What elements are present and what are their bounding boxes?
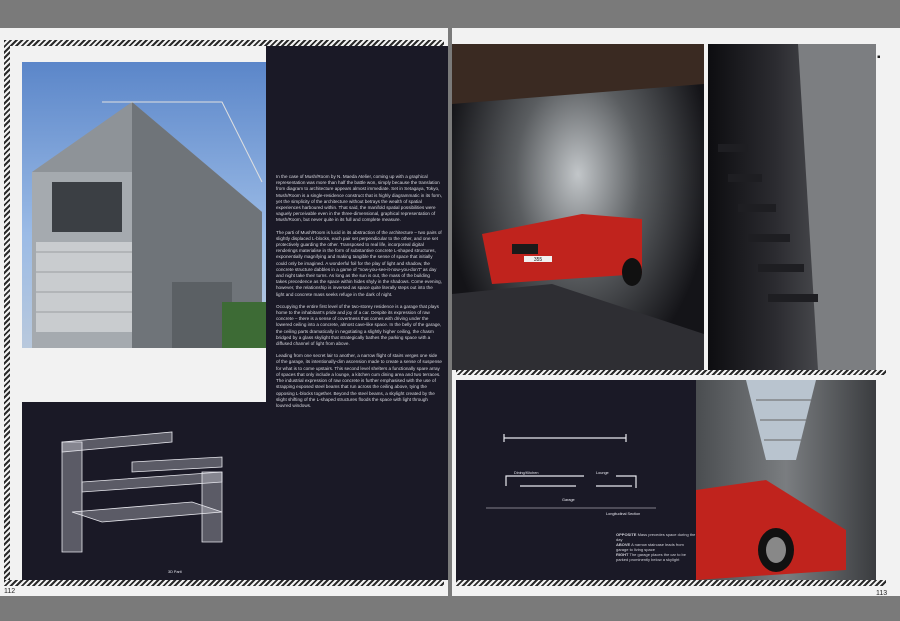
article-body xyxy=(276,174,442,415)
caption-line: RIGHT The garage places the car to be parked prominently below a skylight xyxy=(616,552,686,562)
skylight-photo xyxy=(696,380,876,580)
hatch-border xyxy=(456,580,886,586)
parti-diagram xyxy=(22,402,266,580)
label-section: Longitudinal Section xyxy=(606,512,641,516)
hatch-border xyxy=(4,40,10,586)
skylight-illustration xyxy=(696,380,876,580)
building-illustration xyxy=(22,62,266,348)
diagram-label: 3D Parti xyxy=(168,570,182,574)
paragraph: Occupying the entire first level of the two-storey residence is a garage that plays home to the inhabitant's pride and joy of a car. Despite its expression of raw concrete – there is a sense of covertness that comes with driving under the lowered ceiling into a concrete, almost cave-like space. In the belly of the garage, the ceiling parts dramatically in negotiating a slightly higher ceiling, the chasm bridged by a glass skylight that strategically bathes the parking space with a diffused channel of light from above. xyxy=(276,303,442,347)
garage-illustration xyxy=(452,44,704,370)
left-page xyxy=(0,28,448,596)
caption-line: ABOVE A narrow staircase leads from garage to living space xyxy=(616,542,684,552)
page-number: 112 xyxy=(4,588,16,595)
section-panel xyxy=(456,380,696,580)
label-garage: Garage xyxy=(562,498,575,502)
label-dining-kitchen: Dining/Kitchen xyxy=(514,471,539,475)
garage-photo xyxy=(452,44,704,370)
paragraph: The parti of Mush/Room is lucid in its abstraction of the architecture – two pairs of slightly displaced L-blocks, each pair set perpendicular to the other, and one set protectively guarding the other. Transposed to real life, incorporeal digital renderings materialise in the form of substantive concrete L-shaped structures, exponentially magnifying and making tangible the sense of space that initially could only be imagined. A wonderful foil for the play of light and shadow, the concrete structure dabbles in a game of "now-you-see-it-now-you-don't" as day and night take their turns. As long as the sun is out, the mass of the building takes precedence as the space within hides shyly in the shadows. Come evening, however, the relationship is inversed as space quite literally steps out into the light and concrete mass seeks refuge in the dark of night. xyxy=(276,229,442,297)
paragraph: Leading from one secret lair to another, a narrow flight of stairs verges one side of the garage, its intentionally-dim ascension made to create a sense of suspense for what is to come upstairs. This second level shelters a functionally spare array of spaces that only include a lounge, a kitchen cum dining area and two terraces. The industrial expression of raw concrete is further emphasised with the use of strapping exposed steel beams that run across the ceiling above, tying the opposing L-blocks together. Beyond the steel beams, a skylight created by the slight shifting of the L-shaped structures floods the space with light through louvred windows. xyxy=(276,353,442,408)
hatch-border xyxy=(4,580,444,586)
label-lounge: Lounge xyxy=(596,471,609,475)
right-page xyxy=(452,28,900,596)
building-photo xyxy=(22,62,266,348)
stair-photo xyxy=(708,44,876,370)
stair-illustration xyxy=(708,44,876,370)
parti-panel xyxy=(22,402,266,580)
caption xyxy=(616,532,696,562)
hatch-border xyxy=(456,370,886,375)
caption-line: OPPOSITE Mass precedes space during the day xyxy=(616,532,696,542)
page-marker: ▪ xyxy=(877,52,881,63)
paragraph: In the case of Mush/Room by N. Maeda Atelier, coming up with a graphical representation was more than half the battle won, simply because the translation from diagram to architecture appears almost immediate. Set in Setagaya, Tokyo, Mush/Room is a single-residence construct that is highly diagrammatic in its form, yet the simplicity of the architecture without betrays the wealth of spatial experiences harboured within. That said, the manifold spatial possibilities were vaguely perceivable even in the three-dimensional, graphical representation of Mush/Room, but never quite in its full and complete measure. xyxy=(276,174,442,223)
page-number: 113 xyxy=(876,590,888,597)
license-plate: 355 xyxy=(533,257,543,263)
